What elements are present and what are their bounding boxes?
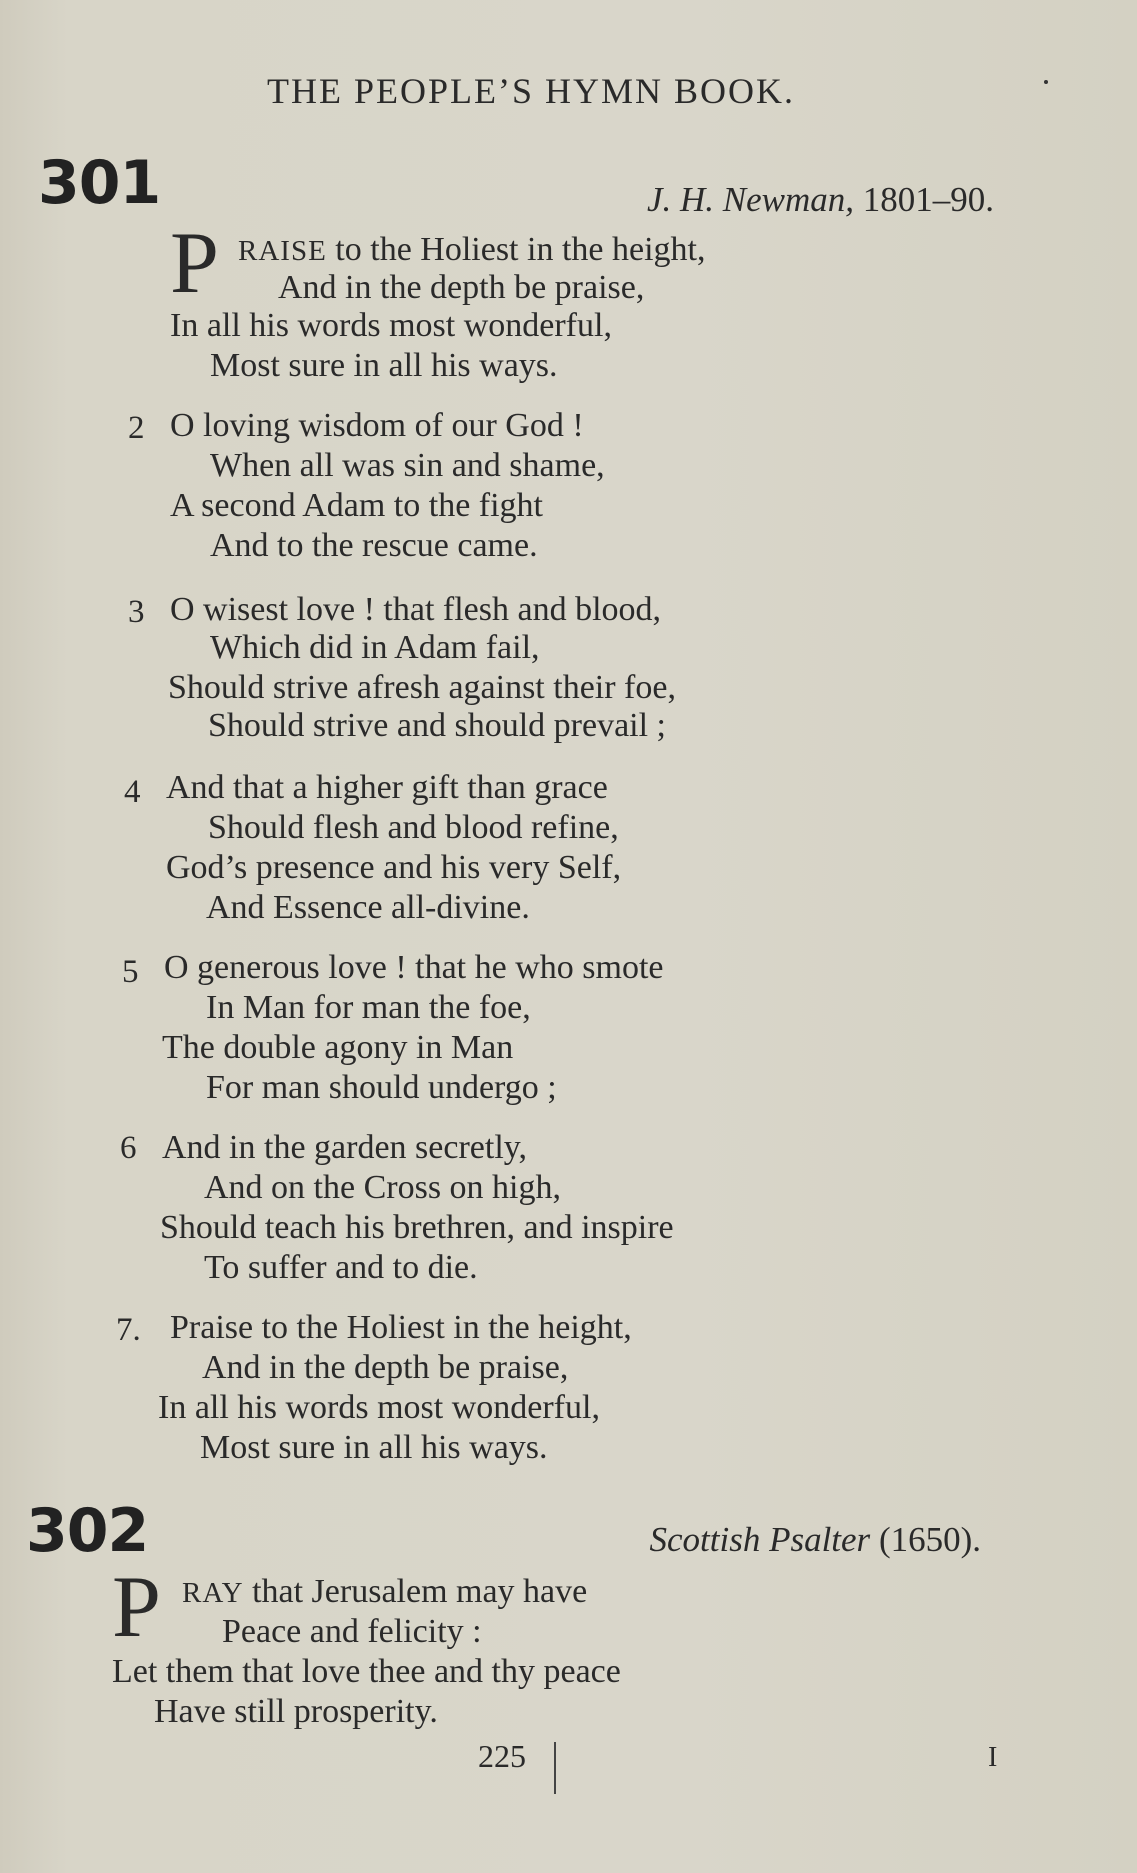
hymn-line: And in the depth be praise, — [278, 269, 645, 306]
hymn-author — [647, 180, 994, 220]
hymn-line: O wisest love ! that flesh and blood, — [170, 591, 662, 628]
running-head: THE PEOPLE’S HYMN BOOK. — [266, 71, 795, 111]
hymn-line: And in the depth be praise, — [202, 1349, 569, 1386]
hymn-line: Should strive afresh against their foe, — [168, 669, 676, 706]
hymn-line: Peace and felicity : — [222, 1613, 482, 1650]
author-dates: 1801–90. — [862, 180, 994, 219]
hymn-line — [182, 1572, 587, 1613]
hymn-line: And that a higher gift than grace — [166, 769, 608, 806]
drop-cap: P — [170, 215, 219, 312]
hymn-line: Should strive and should prevail ; — [208, 707, 667, 744]
signature-mark: I — [988, 1742, 998, 1773]
verse-number: 5 — [122, 954, 139, 990]
first-line-tail: to the Holiest in the height, — [326, 231, 706, 268]
hymn-line: A second Adam to the fight — [170, 487, 544, 524]
hymn-line: And to the rescue came. — [210, 527, 538, 564]
first-word-smallcaps: RAISE — [238, 235, 327, 267]
hymn-line: And Essence all-divine. — [206, 889, 530, 926]
hymn-line: For man should undergo ; — [206, 1069, 557, 1106]
author-dates: (1650). — [878, 1520, 981, 1559]
hymn-line: The double agony in Man — [162, 1029, 514, 1066]
hymn-line: And in the garden secretly, — [162, 1129, 528, 1166]
author-name: Scottish Psalter — [649, 1520, 871, 1559]
hymn-line: Most sure in all his ways. — [210, 347, 558, 384]
hymn-line: Should teach his brethren, and inspire — [160, 1209, 674, 1246]
verse-number: 6 — [120, 1130, 137, 1166]
hymn-line — [238, 230, 705, 271]
hymn-line: Which did in Adam fail, — [210, 629, 540, 666]
hymn-number: 302 — [26, 1496, 149, 1566]
hymn-line: To suffer and to die. — [204, 1249, 478, 1286]
verse-number: 2 — [128, 410, 145, 446]
hymn-line: Let them that love thee and thy peace — [112, 1653, 621, 1690]
hymn-line: Praise to the Holiest in the height, — [170, 1309, 632, 1346]
hymn-line: O loving wisdom of our God ! — [170, 407, 584, 444]
hymn-line: In all his words most wonderful, — [170, 307, 612, 344]
hymn-line: Have still prosperity. — [154, 1693, 438, 1730]
hymn-line: Most sure in all his ways. — [200, 1429, 548, 1466]
hymn-line: When all was sin and shame, — [210, 447, 605, 484]
hymn-line: O generous love ! that he who smote — [164, 949, 664, 986]
hymn-line: Should flesh and blood refine, — [208, 809, 619, 846]
hymn-author — [650, 1520, 982, 1560]
page-number: 225 — [478, 1738, 526, 1774]
binding-mark — [554, 1742, 556, 1794]
verse-number: 4 — [124, 774, 141, 810]
hymn-number: 301 — [38, 148, 161, 218]
first-line-tail: that Jerusalem may have — [243, 1573, 588, 1610]
verse-number: 7. — [116, 1312, 141, 1348]
hymn-line: In all his words most wonderful, — [158, 1389, 600, 1426]
drop-cap: P — [112, 1559, 161, 1656]
hymn-line: In Man for man the foe, — [206, 989, 531, 1026]
hymn-line: And on the Cross on high, — [204, 1169, 561, 1206]
verse-number: 3 — [128, 594, 145, 630]
hymn-line: God’s presence and his very Self, — [166, 849, 622, 886]
paper-speck — [1044, 80, 1048, 84]
first-word-smallcaps: RAY — [182, 1577, 244, 1609]
author-name: J. H. Newman, — [646, 180, 854, 219]
